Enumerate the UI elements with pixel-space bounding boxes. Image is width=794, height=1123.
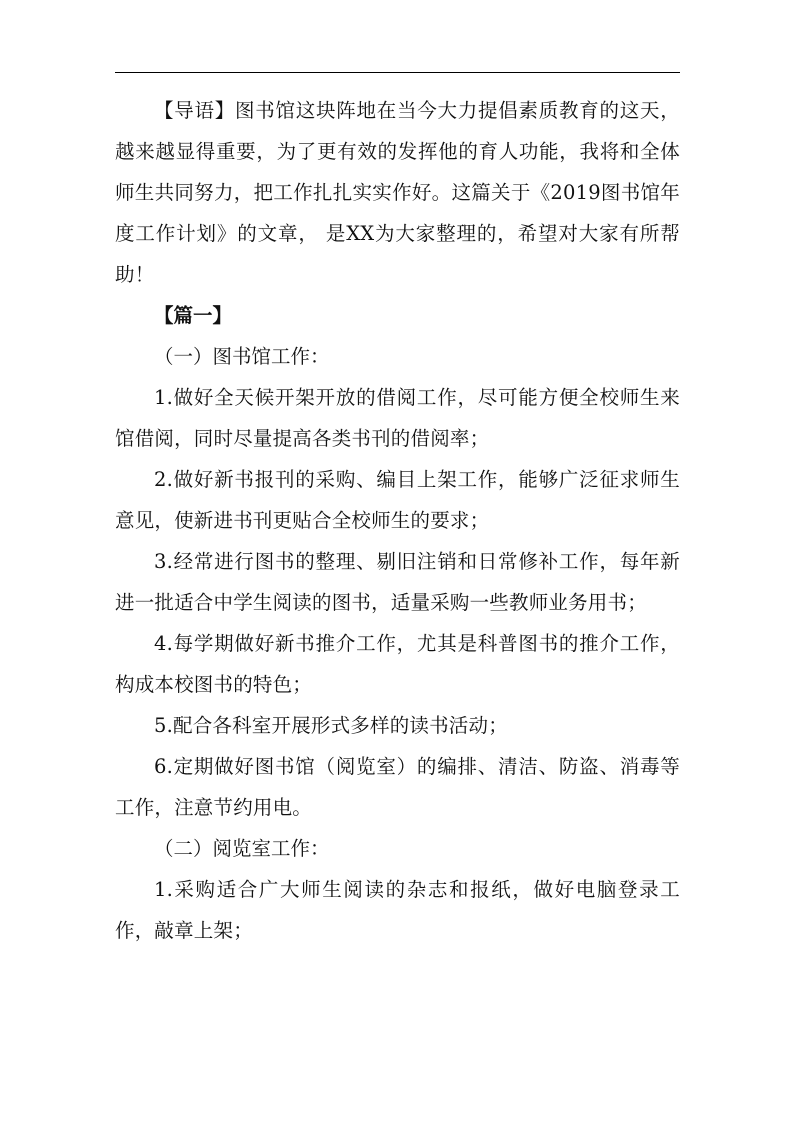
section-heading-library: （一）图书馆工作： xyxy=(154,345,330,368)
list-item: 1.采购适合广大师生阅读的杂志和报纸，做好电脑登录工作，敲章上架； xyxy=(115,878,680,942)
list-item: 3.经常进行图书的整理、剔旧注销和日常修补工作，每年新进一批适合中学生阅读的图书，适量采购一些教师业务用书； xyxy=(115,550,680,614)
intro-paragraph: 【导语】图书馆这块阵地在当今大力提倡素质教育的这天，越来越显得重要，为了更有效的发挥他的育人功能，我将和全体师生共同努力，把工作扎扎实实作好。这篇关于《2019图书馆年度工作计划》的文章， 是XX为大家整理的，希望对大家有所帮助！ xyxy=(115,99,680,286)
list-item: 5.配合各科室开展形式多样的读书活动； xyxy=(154,714,508,737)
list-item: 6.定期做好图书馆（阅览室）的编排、清洁、防盗、消毒等工作，注意节约用电。 xyxy=(115,755,680,819)
list-item: 1.做好全天候开架开放的借阅工作，尽可能方便全校师生来馆借阅，同时尽量提高各类书刊的借阅率； xyxy=(115,386,680,450)
document-body xyxy=(115,90,680,951)
header-rule xyxy=(115,72,680,73)
section-heading-reading-room: （二）阅览室工作： xyxy=(154,837,330,860)
list-item: 2.做好新书报刊的采购、编目上架工作，能够广泛征求师生意见，使新进书刊更贴合全校师生的要求； xyxy=(115,468,680,532)
list-item: 4.每学期做好新书推介工作，尤其是科普图书的推介工作，构成本校图书的特色； xyxy=(115,632,680,696)
part-title: 【篇一】 xyxy=(154,304,233,327)
